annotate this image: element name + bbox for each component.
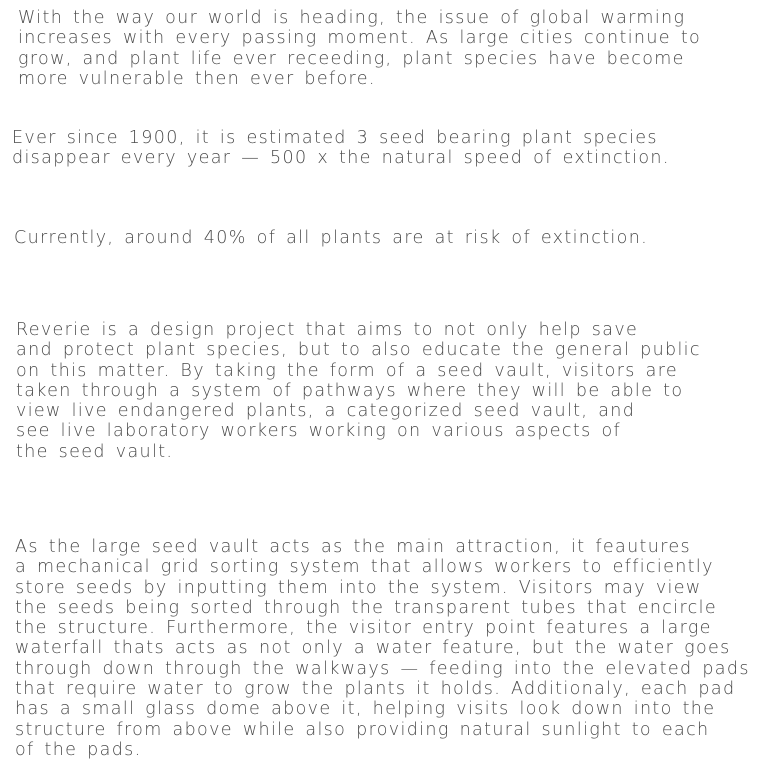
paragraph-project-description: [16, 320, 701, 462]
text-line: waterfall thats acts as not only a water feature, but the water goes: [15, 638, 731, 659]
text-line: grow, and plant life ever receeding, plant species have become: [18, 48, 685, 69]
text-line: of the pads.: [15, 739, 142, 760]
text-line: taken through a system of pathways where they will be able to: [16, 380, 684, 401]
text-line: Currently, around 40% of all plants are at risk of extinction.: [14, 228, 649, 248]
text-line: a mechanical grid sorting system that allows workers to efficiently: [15, 557, 714, 578]
paragraph-risk-statistic: [14, 228, 648, 248]
paragraph-extinction-rate: [12, 128, 670, 169]
text-line: view live endangered plants, a categorized seed vault, and: [16, 401, 636, 422]
text-line: As the large seed vault acts as the main attraction, it feautures: [15, 537, 691, 557]
text-line: and protect plant species, but to also educate the general public: [16, 340, 701, 361]
text-line: structure from above while also providing natural sunlight to each: [15, 719, 710, 740]
text-line: through down through the walkways — feeding into the elevated pads: [15, 658, 750, 679]
text-line: Reverie is a design project that aims to not only help save: [16, 320, 639, 340]
text-line: on this matter. By taking the form of a seed vault, visitors are: [16, 360, 678, 381]
text-line: store seeds by inputting them into the system. Visitors may view: [15, 577, 702, 598]
paragraph-seed-vault-features: [15, 537, 750, 760]
text-line: With the way our world is heading, the issue of global warming: [18, 8, 686, 28]
text-line: that require water to grow the plants it holds. Additionaly, each pad: [15, 679, 736, 700]
text-line: Ever since 1900, it is estimated 3 seed bearing plant species: [12, 128, 658, 148]
text-line: more vulnerable then ever before.: [18, 68, 376, 89]
text-line: the structure. Furthermore, the visitor entry point features a large: [15, 618, 712, 639]
text-line: see live laboratory workers working on various aspects of: [16, 421, 622, 442]
paragraph-global-warming: [18, 8, 701, 89]
text-line: has a small glass dome above it, helping visits look down into the: [15, 699, 716, 720]
text-line: disappear every year — 500 x the natural speed of extinction.: [12, 148, 670, 169]
text-line: increases with every passing moment. As large cities continue to: [18, 28, 702, 49]
text-line: the seeds being sorted through the transparent tubes that encircle: [15, 597, 717, 618]
text-line: the seed vault.: [16, 441, 174, 462]
